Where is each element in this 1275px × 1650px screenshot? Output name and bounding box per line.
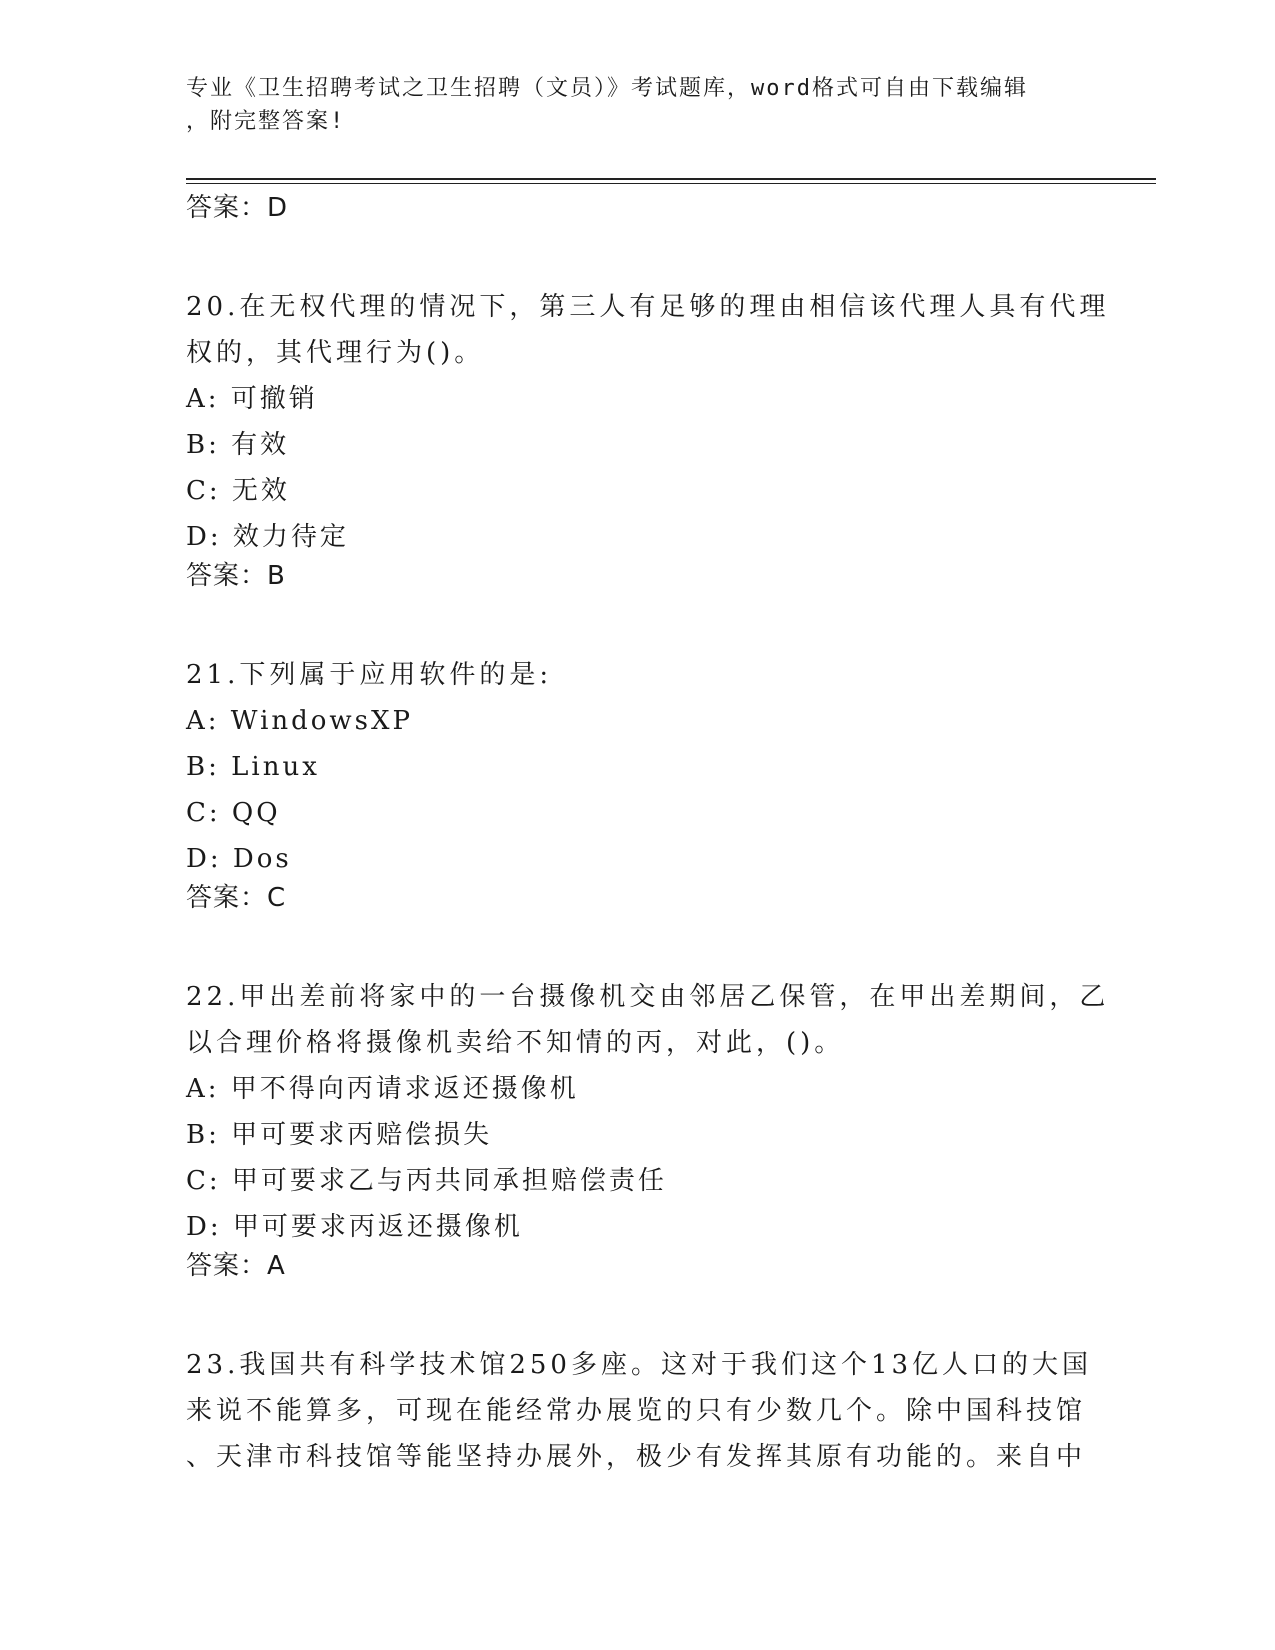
option-a: A: WindowsXP [186, 706, 414, 736]
option-b: B: Linux [186, 752, 320, 782]
option-d: D: 甲可要求丙返还摄像机 [186, 1212, 523, 1242]
question-text: 20.在无权代理的情况下，第三人有足够的理由相信该代理人具有代理 [186, 292, 1110, 322]
document-body [186, 192, 1110, 1480]
previous-answer: 答案：D [186, 193, 289, 223]
option-d: D: 效力待定 [186, 522, 349, 552]
option-c: C: 无效 [186, 476, 290, 506]
spacer [186, 928, 1086, 974]
question-text: 权的，其代理行为()。 [186, 338, 485, 368]
spacer [186, 606, 1086, 652]
document-header [186, 72, 1066, 138]
question-text: 23.我国共有科学技术馆250多座。这对于我们这个13亿人口的大国 [186, 1350, 1093, 1380]
question-text: 以合理价格将摄像机卖给不知情的丙，对此，()。 [186, 1028, 845, 1058]
option-a: A: 甲不得向丙请求返还摄像机 [186, 1074, 579, 1104]
spacer [186, 238, 1086, 284]
question-21 [186, 652, 1086, 928]
header-divider-thick [186, 178, 1156, 180]
option-d: D: Dos [186, 844, 292, 874]
question-text: 22.甲出差前将家中的一台摄像机交由邻居乙保管，在甲出差期间，乙 [186, 982, 1110, 1012]
question-23 [186, 1342, 1093, 1480]
option-a: A: 可撤销 [186, 384, 318, 414]
question-20 [186, 284, 1110, 606]
option-b: B: 甲可要求丙赔偿损失 [186, 1120, 493, 1150]
option-c: C: 甲可要求乙与丙共同承担赔偿责任 [186, 1166, 667, 1196]
answer: 答案：C [186, 883, 287, 913]
header-line-1: 专业《卫生招聘考试之卫生招聘（文员）》考试题库，word格式可自由下载编辑 [186, 76, 1028, 101]
header-divider-thin [186, 183, 1156, 184]
question-text: 、天津市科技馆等能坚持办展外，极少有发挥其原有功能的。来自中 [186, 1442, 1087, 1472]
header-line-2: ，附完整答案! [186, 109, 346, 134]
spacer [186, 1296, 1086, 1342]
option-c: C: QQ [186, 798, 281, 828]
answer: 答案：A [186, 1251, 286, 1281]
option-b: B: 有效 [186, 430, 290, 460]
answer: 答案：B [186, 561, 286, 591]
question-text: 21.下列属于应用软件的是: [186, 660, 553, 690]
question-text: 来说不能算多，可现在能经常办展览的只有少数几个。除中国科技馆 [186, 1396, 1087, 1426]
question-22 [186, 974, 1110, 1296]
